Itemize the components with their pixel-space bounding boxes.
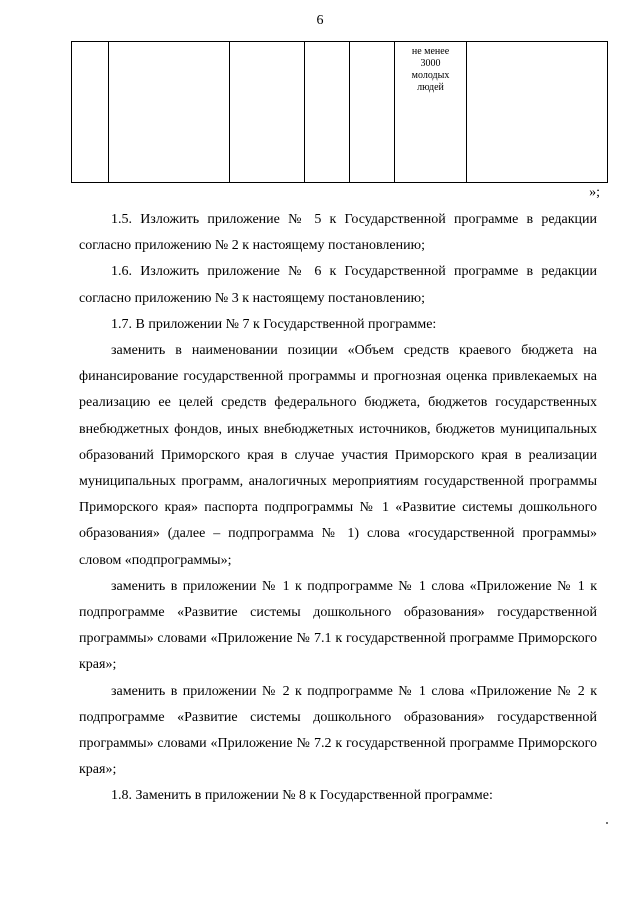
table-cell-target-value <box>395 42 467 183</box>
continuation-table <box>71 41 608 183</box>
note-line: людей <box>417 82 444 93</box>
page-number: 6 <box>316 13 324 28</box>
table-cell <box>350 42 395 183</box>
document-body <box>79 207 597 810</box>
paragraph-replace-app-2: заменить в приложении № 2 к подпрограмме № 1 слова «Приложение № 2 к подпрограмме «Развитие системы дошкольного образования» государственной программы» словами «Приложение № 7.2 к государственной программе Приморского края»; <box>79 683 597 778</box>
table-cell <box>109 42 230 183</box>
paragraph-1-8: 1.8. Заменить в приложении № 8 к Государственной программе: <box>111 788 493 804</box>
paragraph-replace-name: заменить в наименовании позиции «Объем средств краевого бюджета на финансирование государственной программы и прогнозная оценка привлекаемых на реализацию ее целей средств федерального бюджета, бюджетов государственных внебюджетных фондов, иных внебюджетных источников, бюджетов муниципальных образований Приморского края в случае участия Приморского края в реализации муниципальных программ, аналогичных мероприятиям государственной программы Приморского края» паспорта подпрограммы № 1 «Развитие системы дошкольного образования» (далее – подпрограмма № 1) слова «государственной программы» словом «подпрограммы»; <box>79 343 597 568</box>
closing-quote: »; <box>589 185 600 200</box>
note-line: молодых <box>411 70 450 81</box>
paragraph-1-6: 1.6. Изложить приложение № 6 к Государственной программе в редакции согласно приложению № 3 к настоящему постановлению; <box>79 264 597 306</box>
scan-speck <box>606 822 608 824</box>
table-cell <box>467 42 608 183</box>
table-row <box>72 42 608 183</box>
table-cell <box>72 42 109 183</box>
table-cell <box>305 42 350 183</box>
note-line: 3000 <box>420 58 441 69</box>
note-line: не менее <box>411 46 450 57</box>
paragraph-replace-app-1: заменить в приложении № 1 к подпрограмме № 1 слова «Приложение № 1 к подпрограмме «Развитие системы дошкольного образования» государственной программы» словами «Приложение № 7.1 к государственной программе Приморского края»; <box>79 578 597 673</box>
table-cell <box>230 42 305 183</box>
paragraph-1-5: 1.5. Изложить приложение № 5 к Государственной программе в редакции согласно приложению № 2 к настоящему постановлению; <box>79 212 597 254</box>
paragraph-1-7: 1.7. В приложении № 7 к Государственной программе: <box>111 316 437 332</box>
